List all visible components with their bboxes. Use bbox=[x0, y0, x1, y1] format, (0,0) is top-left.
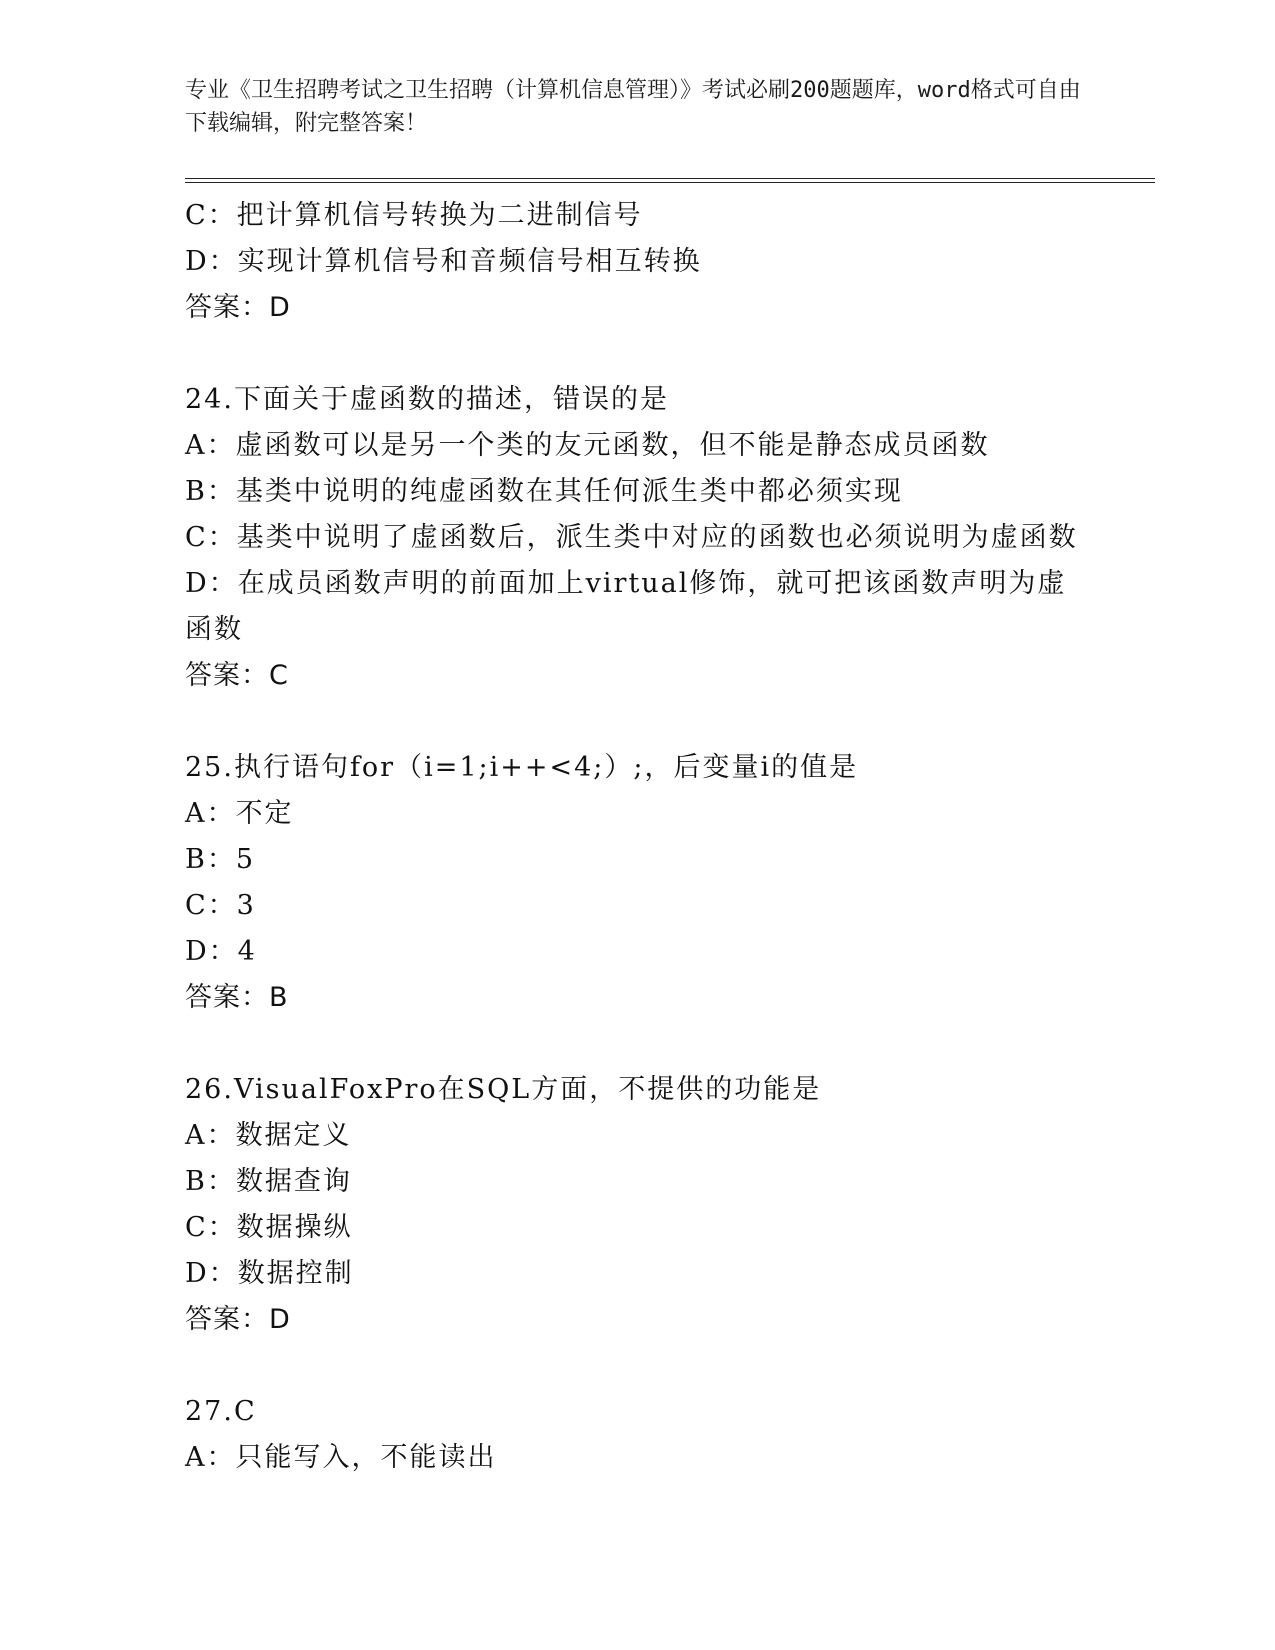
question-stem: 24.下面关于虚函数的描述，错误的是 bbox=[185, 384, 669, 415]
answer-line: 答案：C bbox=[185, 660, 289, 691]
option-b: B：基类中说明的纯虚函数在其任何派生类中都必须实现 bbox=[185, 476, 903, 507]
option-d: D：数据控制 bbox=[185, 1258, 354, 1289]
question-stem: 26.VisualFoxPro在SQL方面，不提供的功能是 bbox=[185, 1074, 822, 1105]
option-d: D：实现计算机信号和音频信号相互转换 bbox=[185, 246, 702, 277]
document-page bbox=[185, 0, 1145, 1481]
answer-line: 答案：D bbox=[185, 1304, 291, 1335]
option-a: A：虚函数可以是另一个类的友元函数，但不能是静态成员函数 bbox=[185, 430, 990, 461]
option-d: D：在成员函数声明的前面加上virtual修饰，就可把该函数声明为虚函数 bbox=[185, 568, 1067, 645]
question-list bbox=[185, 193, 1145, 1481]
option-c: C：3 bbox=[185, 890, 256, 921]
question-block-prev bbox=[185, 193, 1145, 331]
question-stem: 25.执行语句for（i=1;i++<4;）;，后变量i的值是 bbox=[185, 752, 859, 783]
answer-line: 答案：D bbox=[185, 292, 291, 323]
option-c: C：基类中说明了虚函数后，派生类中对应的函数也必须说明为虚函数 bbox=[185, 522, 1078, 553]
option-a: A：数据定义 bbox=[185, 1120, 352, 1151]
option-d: D：4 bbox=[185, 936, 257, 967]
question-block-27 bbox=[185, 1389, 1145, 1481]
question-block-26 bbox=[185, 1067, 1145, 1343]
question-block-24 bbox=[185, 377, 1145, 699]
option-a: A：不定 bbox=[185, 798, 294, 829]
question-block-25 bbox=[185, 745, 1145, 1021]
option-a: A：只能写入，不能读出 bbox=[185, 1442, 497, 1473]
option-b: B：5 bbox=[185, 844, 256, 875]
header-divider-top bbox=[185, 178, 1155, 179]
option-b: B：数据查询 bbox=[185, 1166, 352, 1197]
option-c: C：把计算机信号转换为二进制信号 bbox=[185, 200, 643, 231]
option-c: C：数据操纵 bbox=[185, 1212, 353, 1243]
question-stem: 27.C bbox=[185, 1396, 257, 1427]
document-header: 专业《卫生招聘考试之卫生招聘（计算机信息管理）》考试必刷200题题库，word格式可自由下载编辑，附完整答案！ bbox=[185, 78, 1081, 136]
header-divider-bottom bbox=[185, 182, 1155, 183]
answer-line: 答案：B bbox=[185, 982, 289, 1013]
